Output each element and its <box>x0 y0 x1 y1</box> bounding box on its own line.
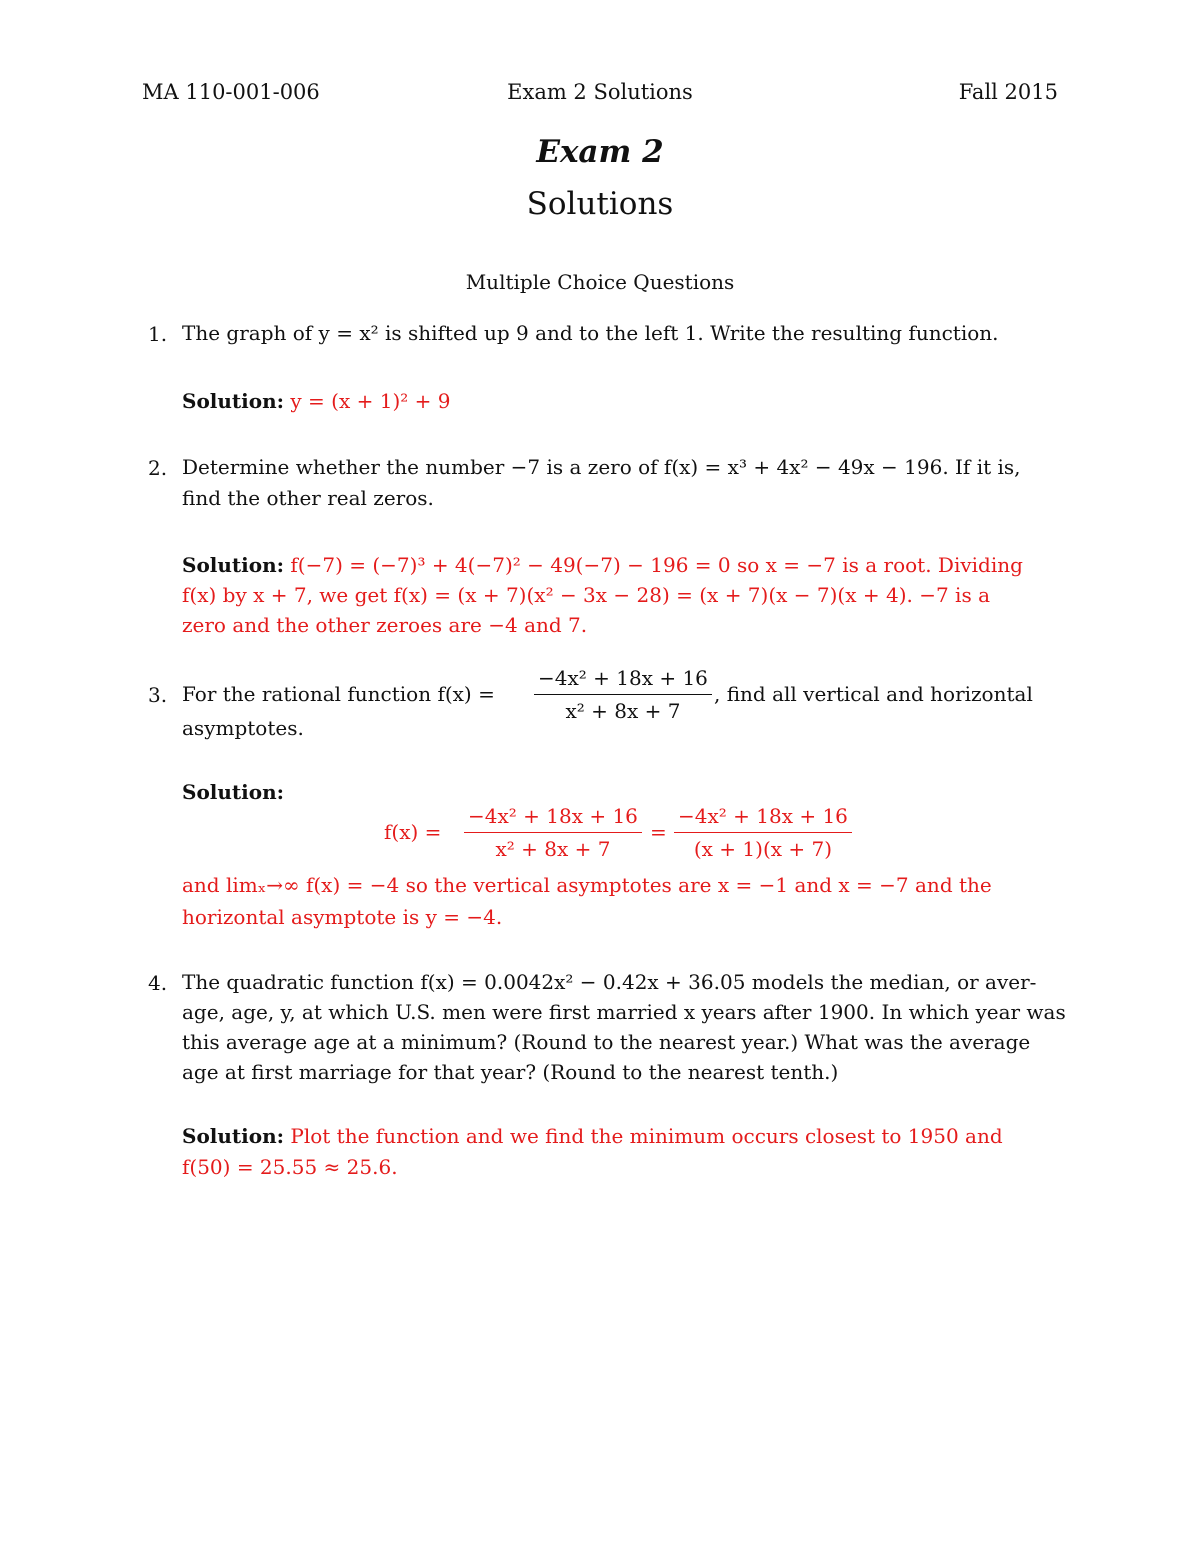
question-3-solution-label <box>182 781 284 803</box>
fraction-numerator: −4x² + 18x + 16 <box>674 804 852 833</box>
question-2-text-line-1: Determine whether the number −7 is a zero of f(x) = x³ + 4x² − 49x − 196. If it is, <box>182 455 1021 479</box>
header-title: Exam 2 Solutions <box>507 80 693 104</box>
solution-label: Solution: <box>182 389 285 413</box>
question-4-solution-line-2: f(50) = 25.55 ≈ 25.6. <box>182 1155 398 1179</box>
question-2-text-line-2: find the other real zeros. <box>182 486 434 510</box>
solution-label: Solution: <box>182 553 285 577</box>
question-2-solution-line-2: f(x) by x + 7, we get f(x) = (x + 7)(x² − 3x − 28) = (x + 7)(x − 7)(x + 4). −7 is a <box>182 583 990 607</box>
solution-text: Plot the function and we find the minimum occurs closest to 1950 and <box>290 1124 1003 1148</box>
question-1-number: 1. <box>148 322 168 346</box>
question-4-text-line-4: age at first marriage for that year? (Round to the nearest tenth.) <box>182 1060 839 1084</box>
question-4-text-line-2: age, age, y, at which U.S. men were first married x years after 1900. In which year was <box>182 1000 1066 1024</box>
question-3-fraction <box>534 666 712 723</box>
question-2-solution-line-1 <box>182 554 1023 576</box>
question-1-solution <box>182 390 450 412</box>
question-4-text-line-3: this average age at a minimum? (Round to the nearest year.) What was the average <box>182 1030 1031 1054</box>
question-3-solution-line-1: and limₓ→∞ f(x) = −4 so the vertical asymptotes are x = −1 and x = −7 and the <box>182 873 992 897</box>
question-4-solution-line-1 <box>182 1125 1003 1147</box>
question-3-solution-fraction-1 <box>464 804 642 861</box>
question-3-solution-line-2: horizontal asymptote is y = −4. <box>182 905 503 929</box>
page-header <box>142 80 1058 112</box>
question-3-number: 3. <box>148 683 168 707</box>
question-3-solution-lhs: f(x) = <box>384 820 442 844</box>
solution-label: Solution: <box>182 1124 285 1148</box>
question-3-text-pre: For the rational function f(x) = <box>182 682 495 706</box>
fraction-denominator: (x + 1)(x + 7) <box>693 837 833 861</box>
question-3-text-line-2: asymptotes. <box>182 716 304 740</box>
question-2-solution-line-3: zero and the other zeroes are −4 and 7. <box>182 613 588 637</box>
section-heading: Multiple Choice Questions <box>465 270 735 294</box>
question-3-text-post: , find all vertical and horizontal <box>714 682 1033 706</box>
fraction-numerator: −4x² + 18x + 16 <box>534 666 712 695</box>
question-4-number: 4. <box>148 971 168 995</box>
question-1-text: The graph of y = x² is shifted up 9 and to the left 1. Write the resulting function. <box>182 321 999 345</box>
solution-label: Solution: <box>182 780 285 804</box>
document-subtitle: Solutions <box>526 186 674 222</box>
question-4-text-line-1: The quadratic function f(x) = 0.0042x² − 0.42x + 36.05 models the median, or aver- <box>182 970 1037 994</box>
fraction-denominator: x² + 8x + 7 <box>565 699 681 723</box>
solution-text: f(−7) = (−7)³ + 4(−7)² − 49(−7) − 196 = 0 so x = −7 is a root. Dividing <box>290 553 1023 577</box>
question-3-solution-equals: = <box>650 820 667 844</box>
fraction-numerator: −4x² + 18x + 16 <box>464 804 642 833</box>
fraction-denominator: x² + 8x + 7 <box>495 837 611 861</box>
question-2-number: 2. <box>148 456 168 480</box>
question-3-solution-fraction-2 <box>674 804 852 861</box>
course-code: MA 110-001-006 <box>142 80 320 104</box>
term: Fall 2015 <box>958 80 1058 104</box>
solution-text: y = (x + 1)² + 9 <box>290 389 451 413</box>
document-title: Exam 2 <box>536 134 664 170</box>
